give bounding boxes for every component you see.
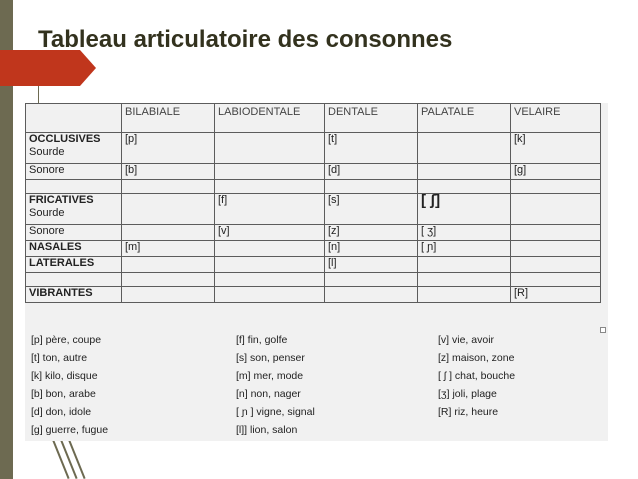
decorative-line xyxy=(68,439,86,479)
example-item: [b] bon, arabe xyxy=(31,388,96,400)
table-cell: [p] xyxy=(122,133,215,164)
title-accent-arrow xyxy=(80,50,96,86)
table-row xyxy=(26,257,601,273)
table-cell xyxy=(511,257,601,273)
title-accent-tab xyxy=(0,50,80,86)
spacer-cell xyxy=(122,180,215,194)
table-cell xyxy=(215,133,325,164)
row-label xyxy=(26,194,122,225)
example-item: [l]] lion, salon xyxy=(236,424,298,436)
table-row xyxy=(26,225,601,241)
table-cell: [ ʃ] xyxy=(418,194,511,225)
table-cell xyxy=(215,241,325,257)
spacer-cell xyxy=(511,273,601,287)
table-cell: [s] xyxy=(325,194,418,225)
header-cell: PALATALE xyxy=(418,104,511,133)
table-cell xyxy=(122,287,215,303)
table-cell xyxy=(215,164,325,180)
table-cell xyxy=(122,257,215,273)
articulation-table xyxy=(25,103,601,303)
spacer-cell xyxy=(418,180,511,194)
table-cell: [z] xyxy=(325,225,418,241)
table-cell: [k] xyxy=(511,133,601,164)
table-row-spacer xyxy=(26,273,601,287)
table-row xyxy=(26,241,601,257)
row-label xyxy=(26,164,122,180)
table-cell: [b] xyxy=(122,164,215,180)
table-cell xyxy=(418,257,511,273)
header-cell: BILABIALE xyxy=(122,104,215,133)
example-item: [n] non, nager xyxy=(236,388,301,400)
table-cell xyxy=(511,225,601,241)
table-cell: [ ɲ] xyxy=(418,241,511,257)
consonant-document xyxy=(25,103,608,441)
spacer-cell xyxy=(215,180,325,194)
decorative-line xyxy=(38,86,39,104)
example-item: [ ɲ ] vigne, signal xyxy=(236,406,315,418)
row-label: NASALES xyxy=(26,241,122,257)
table-cell xyxy=(418,287,511,303)
header-row xyxy=(26,104,601,133)
table-cell xyxy=(215,257,325,273)
example-item: [k] kilo, disque xyxy=(31,370,98,382)
table-cell: [t] xyxy=(325,133,418,164)
header-cell: VELAIRE xyxy=(511,104,601,133)
spacer-cell xyxy=(418,273,511,287)
table-row xyxy=(26,133,601,164)
example-item: [s] son, penser xyxy=(236,352,305,364)
table-cell xyxy=(511,241,601,257)
slide-title: Tableau articulatoire des consonnes xyxy=(38,26,453,53)
table-cell xyxy=(325,287,418,303)
table-cell: [m] xyxy=(122,241,215,257)
example-item: [ ʃ ] chat, bouche xyxy=(438,370,516,382)
table-row-spacer xyxy=(26,180,601,194)
example-item: [d] don, idole xyxy=(31,406,92,418)
row-label-sub: Sourde xyxy=(29,146,65,158)
spacer-cell xyxy=(325,180,418,194)
row-label-sub: Sourde xyxy=(29,207,65,219)
row-label xyxy=(26,133,122,164)
row-label-main: FRICATIVES xyxy=(29,194,94,206)
example-item: [g] guerre, fugue xyxy=(31,424,109,436)
example-item: [f] fin, golfe xyxy=(236,334,288,346)
example-item: [ʒ] joli, plage xyxy=(438,388,497,400)
table-cell xyxy=(122,225,215,241)
example-item: [v] vie, avoir xyxy=(438,334,495,346)
spacer-cell xyxy=(26,273,122,287)
table-row xyxy=(26,194,601,225)
table-cell xyxy=(215,287,325,303)
table-cell: [n] xyxy=(325,241,418,257)
example-item: [m] mer, mode xyxy=(236,370,304,382)
example-item: [z] maison, zone xyxy=(438,352,515,364)
table-cell: [d] xyxy=(325,164,418,180)
spacer-cell xyxy=(215,273,325,287)
table-cell: [f] xyxy=(215,194,325,225)
table-cell xyxy=(418,133,511,164)
example-item: [R] riz, heure xyxy=(438,406,499,418)
header-cell xyxy=(26,104,122,133)
row-label: VIBRANTES xyxy=(26,287,122,303)
spacer-cell xyxy=(26,180,122,194)
table-cell xyxy=(511,194,601,225)
table-row xyxy=(26,164,601,180)
row-label: LATERALES xyxy=(26,257,122,273)
table-cell: [R] xyxy=(511,287,601,303)
row-label-main: OCCLUSIVES xyxy=(29,133,101,145)
table-cell: [v] xyxy=(215,225,325,241)
table-cell: [g] xyxy=(511,164,601,180)
header-cell: DENTALE xyxy=(325,104,418,133)
example-item: [t] ton, autre xyxy=(31,352,88,364)
spacer-cell xyxy=(511,180,601,194)
example-item: [p] père, coupe xyxy=(31,334,102,346)
table-cell xyxy=(418,164,511,180)
row-label-sub: Sonore xyxy=(29,225,65,237)
table-row xyxy=(26,287,601,303)
header-cell: LABIODENTALE xyxy=(215,104,325,133)
table-cell: [ ʒ] xyxy=(418,225,511,241)
table-cell xyxy=(122,194,215,225)
row-label-sub: Sonore xyxy=(29,164,65,176)
resize-handle[interactable] xyxy=(600,327,606,333)
table-cell: [l] xyxy=(325,257,418,273)
row-label xyxy=(26,225,122,241)
spacer-cell xyxy=(325,273,418,287)
spacer-cell xyxy=(122,273,215,287)
